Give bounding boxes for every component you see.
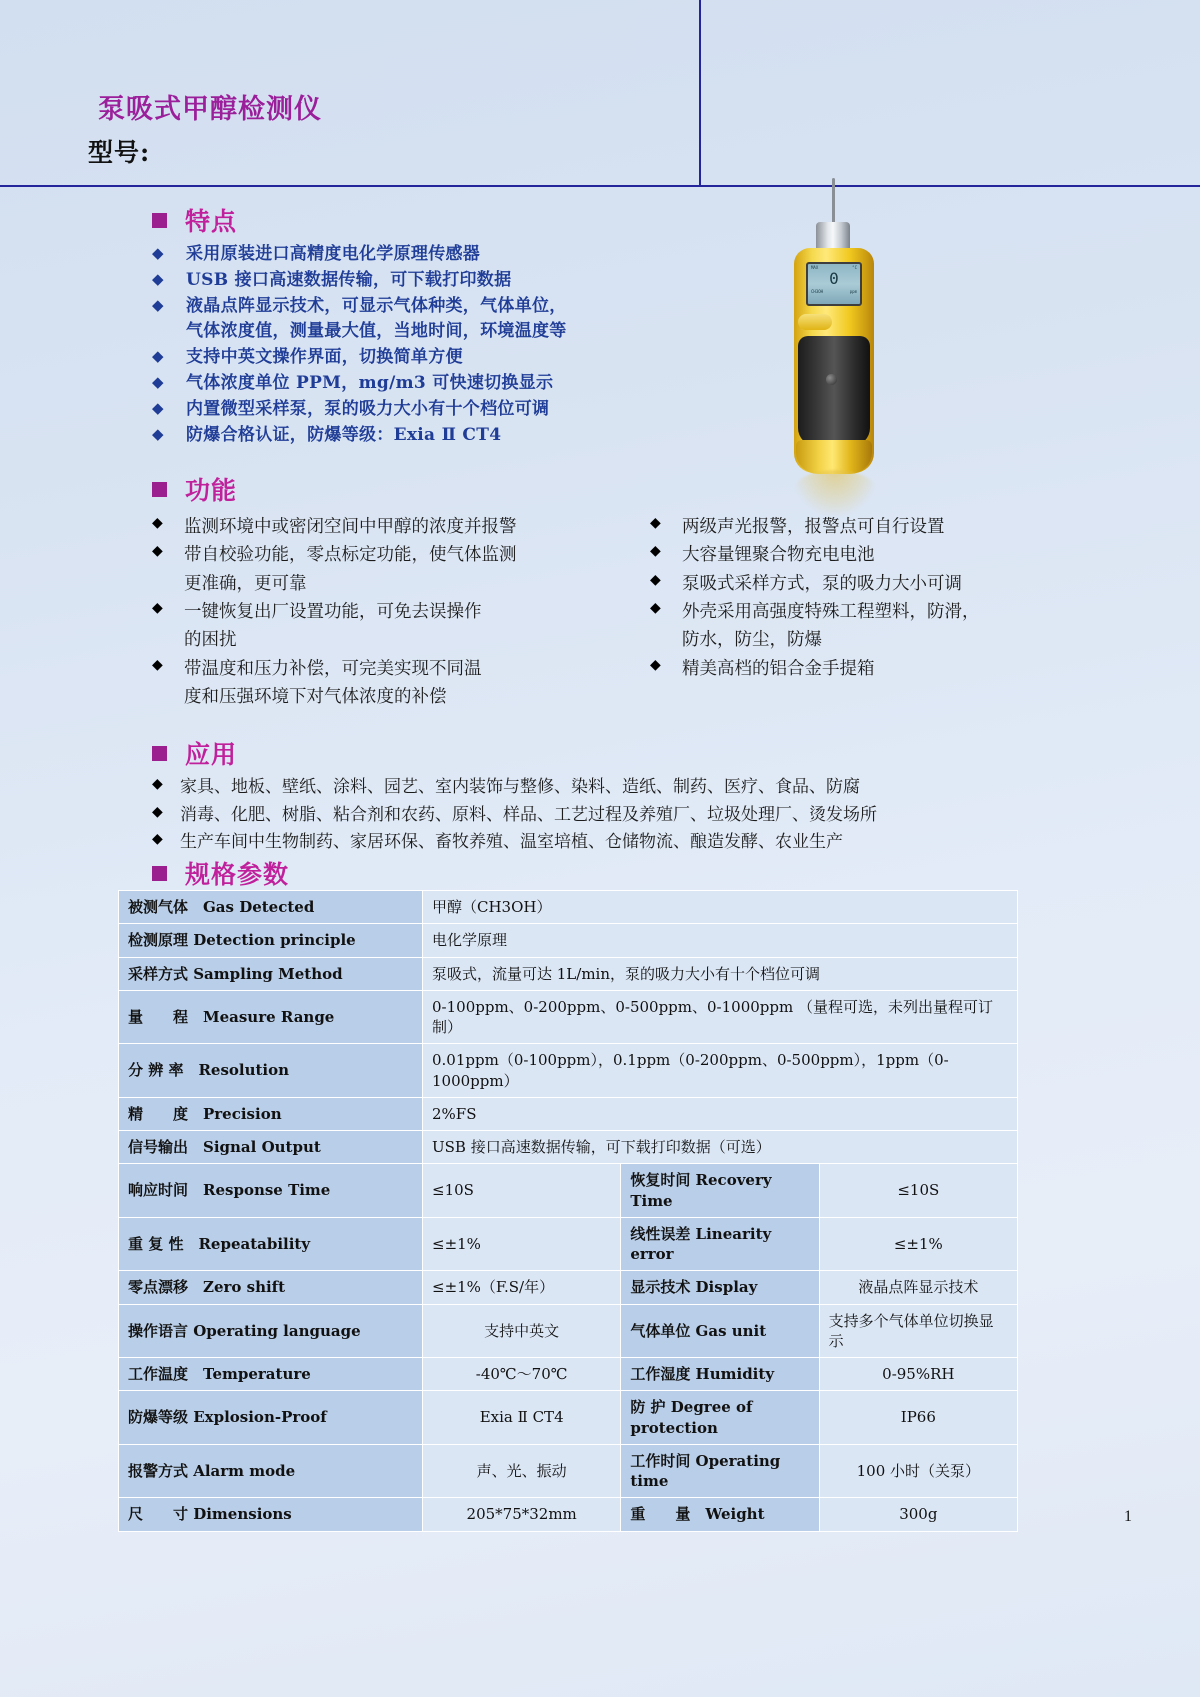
table-row	[119, 990, 1018, 1044]
row-value: 0.01ppm（0-100ppm），0.1ppm（0-200ppm、0-500ppm），1ppm（0-1000ppm）	[423, 1044, 1018, 1098]
function-text: 泵吸式采样方式，泵的吸力大小可调	[682, 573, 962, 594]
row-value-2: IP66	[819, 1391, 1017, 1445]
feature-item	[152, 294, 792, 320]
function-text: 两级声光报警，报警点可自行设置	[682, 517, 945, 537]
row-label: 工作温度 Temperature	[119, 1358, 423, 1391]
diamond-bullet-icon: ◆	[152, 515, 163, 531]
table-row	[119, 957, 1018, 990]
diamond-bullet-icon: ◆	[152, 831, 163, 848]
row-label-2: 线性误差 Linearity error	[621, 1217, 819, 1271]
functions-heading	[152, 471, 1052, 507]
row-value-2: 支持多个气体单位切换显示	[819, 1304, 1017, 1358]
feature-text: 采用原装进口高精度电化学原理传感器	[186, 244, 481, 264]
title-block	[88, 94, 658, 169]
screen-value: 0	[829, 269, 839, 288]
square-bullet-icon	[152, 866, 167, 881]
row-label: 量 程 Measure Range	[119, 990, 423, 1044]
table-row	[119, 1498, 1018, 1531]
row-label: 响应时间 Response Time	[119, 1164, 423, 1218]
function-text: 带温度和压力补偿，可完美实现不同温	[184, 658, 482, 679]
function-item	[152, 598, 650, 626]
header-horizontal-rule	[0, 185, 1200, 187]
feature-text: 气体浓度单位 PPM，mg/m3 可快速切换显示	[186, 373, 554, 394]
row-value-2: 0-95%RH	[819, 1358, 1017, 1391]
function-item	[650, 655, 1052, 683]
row-label: 报警方式 Alarm mode	[119, 1444, 423, 1498]
diamond-bullet-icon: ◆	[650, 543, 661, 560]
page-title: 泵吸式甲醇检测仪	[98, 94, 322, 125]
row-value: Exia Ⅱ CT4	[423, 1391, 621, 1445]
application-text: 家具、地板、壁纸、涂料、园艺、室内装饰与整修、染料、造纸、制药、医疗、食品、防腐	[180, 777, 860, 797]
functions-section	[152, 471, 1052, 711]
feature-item	[152, 242, 792, 268]
function-item	[650, 513, 1052, 541]
function-text: 监测环境中或密闭空间中甲醇的浓度并报警	[184, 517, 517, 537]
screen-bottom-right: ppm	[849, 289, 857, 294]
device-button	[826, 374, 837, 385]
function-item	[650, 570, 1052, 598]
row-label-2: 重 量 Weight	[621, 1498, 819, 1531]
functions-left-column	[152, 513, 650, 711]
diamond-bullet-icon: ◆	[152, 776, 163, 792]
row-value-2: ≤±1%	[819, 1217, 1017, 1271]
row-label: 信号输出 Signal Output	[119, 1131, 423, 1164]
diamond-bullet-icon: ◆	[650, 515, 661, 531]
table-row	[119, 1044, 1018, 1098]
feature-text: 内置微型采样泵，泵的吸力大小有十个档位可调	[186, 398, 550, 419]
diamond-bullet-icon: ◆	[152, 803, 163, 820]
table-row	[119, 1131, 1018, 1164]
row-label: 重 复 性 Repeatability	[119, 1217, 423, 1271]
device-grip	[798, 314, 832, 330]
features-heading	[152, 202, 792, 238]
feature-text: 支持中英文操作界面，切换简单方便	[186, 347, 463, 368]
table-row	[119, 1358, 1018, 1391]
function-text: 带自校验功能，零点标定功能，使气体监测	[184, 545, 517, 566]
feature-text-continued: 气体浓度值，测量最大值，当地时间，环境温度等	[186, 321, 567, 342]
row-label: 被测气体 Gas Detected	[119, 891, 423, 924]
function-item	[152, 513, 650, 541]
row-label: 采样方式 Sampling Method	[119, 957, 423, 990]
function-text: 外壳采用高强度特殊工程塑料，防滑，	[682, 602, 980, 623]
feature-text: 防爆合格认证，防爆等级：Exia Ⅱ CT4	[186, 424, 502, 445]
row-value-2: 300g	[819, 1498, 1017, 1531]
row-label-2: 恢复时间 Recovery Time	[621, 1164, 819, 1218]
row-value-2: 100 小时（关泵）	[819, 1444, 1017, 1498]
feature-item	[152, 397, 792, 423]
diamond-bullet-icon: ◆	[152, 347, 164, 366]
table-row	[119, 1271, 1018, 1304]
specifications-table	[118, 890, 1018, 1532]
row-value: -40℃～70℃	[423, 1358, 621, 1391]
table-row	[119, 924, 1018, 957]
table-row	[119, 1097, 1018, 1130]
function-text: 精美高档的铝合金手提箱	[682, 658, 875, 679]
functions-heading-text: 功能	[185, 476, 238, 505]
header-vertical-rule	[699, 0, 701, 187]
row-value: 甲醇（CH3OH）	[423, 891, 1018, 924]
features-heading-text: 特点	[185, 207, 238, 236]
row-value: 支持中英文	[423, 1304, 621, 1358]
feature-item	[152, 268, 792, 294]
diamond-bullet-icon: ◆	[650, 571, 661, 588]
application-text: 消毒、化肥、树脂、粘合剂和农药、原料、样品、工艺过程及养殖厂、垃圾处理厂、烫发场所	[180, 804, 877, 825]
diamond-bullet-icon: ◆	[650, 656, 661, 673]
row-label-2: 气体单位 Gas unit	[621, 1304, 819, 1358]
row-value: ≤10S	[423, 1164, 621, 1218]
row-label-2: 显示技术 Display	[621, 1271, 819, 1304]
diamond-bullet-icon: ◆	[152, 373, 164, 392]
table-row	[119, 1444, 1018, 1498]
device-screen	[806, 262, 862, 306]
diamond-bullet-icon: ◆	[650, 600, 661, 617]
page-number: 1	[1124, 1508, 1132, 1525]
diamond-bullet-icon: ◆	[152, 656, 163, 673]
row-label: 检测原理 Detection principle	[119, 924, 423, 957]
function-text-continued: 更准确，更可靠	[184, 573, 307, 594]
device-base	[796, 440, 872, 474]
functions-right-column	[650, 513, 1052, 711]
application-item	[152, 802, 1052, 830]
feature-item	[152, 423, 792, 449]
diamond-bullet-icon: ◆	[152, 398, 164, 417]
diamond-bullet-icon: ◆	[152, 600, 163, 617]
function-item	[650, 598, 1052, 626]
square-bullet-icon	[152, 746, 167, 761]
features-section	[152, 202, 792, 449]
row-label: 操作语言 Operating language	[119, 1304, 423, 1358]
function-text: 一键恢复出厂设置功能，可免去误操作	[184, 602, 482, 623]
specifications-heading-text: 规格参数	[185, 860, 290, 889]
specifications-heading	[152, 855, 289, 891]
row-label: 尺 寸 Dimensions	[119, 1498, 423, 1531]
square-bullet-icon	[152, 482, 167, 497]
function-item	[152, 655, 650, 683]
row-value: USB 接口高速数据传输，可下载打印数据（可选）	[423, 1131, 1018, 1164]
model-label: 型号:	[88, 138, 151, 168]
applications-heading-text: 应用	[185, 740, 238, 769]
row-label: 防爆等级 Explosion-Proof	[119, 1391, 423, 1445]
feature-text: 液晶点阵显示技术，可显示气体种类，气体单位，	[186, 295, 567, 316]
row-label-2: 工作时间 Operating time	[621, 1444, 819, 1498]
application-item	[152, 829, 1052, 857]
row-value: 2%FS	[423, 1097, 1018, 1130]
row-value: 电化学原理	[423, 924, 1018, 957]
table-row	[119, 1164, 1018, 1218]
row-value: ≤±1%（F.S/年）	[423, 1271, 621, 1304]
function-text-continued: 的困扰	[184, 630, 237, 651]
row-label: 精 度 Precision	[119, 1097, 423, 1130]
table-row	[119, 1391, 1018, 1445]
function-text: 大容量锂聚合物充电电池	[682, 545, 875, 566]
table-row	[119, 1304, 1018, 1358]
diamond-bullet-icon: ◆	[152, 295, 164, 314]
applications-section	[152, 735, 1052, 857]
device-lower-housing	[798, 336, 870, 446]
row-value: 声、光、振动	[423, 1444, 621, 1498]
feature-item	[152, 345, 792, 371]
row-label: 零点漂移 Zero shift	[119, 1271, 423, 1304]
function-item	[152, 541, 650, 569]
square-bullet-icon	[152, 213, 167, 228]
device-cable	[832, 178, 835, 226]
screen-top-left: MAX	[811, 265, 819, 270]
diamond-bullet-icon: ◆	[152, 424, 164, 443]
row-label: 分 辨 率 Resolution	[119, 1044, 423, 1098]
function-text-continued: 度和压强环境下对气体浓度的补偿	[184, 687, 447, 708]
application-item	[152, 774, 1052, 802]
row-value: 205*75*32mm	[423, 1498, 621, 1531]
row-value-2: ≤10S	[819, 1164, 1017, 1218]
row-label-2: 防 护 Degree of protection	[621, 1391, 819, 1445]
function-text-continued: 防水，防尘，防爆	[682, 630, 822, 651]
feature-item	[152, 371, 792, 397]
table-row	[119, 1217, 1018, 1271]
diamond-bullet-icon: ◆	[152, 269, 164, 288]
applications-heading	[152, 735, 1052, 771]
row-value-2: 液晶点阵显示技术	[819, 1271, 1017, 1304]
screen-top-right: °C	[852, 265, 857, 270]
row-value: 0-100ppm、0-200ppm、0-500ppm、0-1000ppm （量程可选，未列出量程可订制）	[423, 990, 1018, 1044]
feature-text: USB 接口高速数据传输，可下载打印数据	[186, 269, 512, 290]
table-row	[119, 891, 1018, 924]
row-value: 泵吸式，流量可达 1L/min，泵的吸力大小有十个档位可调	[423, 957, 1018, 990]
diamond-bullet-icon: ◆	[152, 543, 163, 560]
row-value: ≤±1%	[423, 1217, 621, 1271]
function-item	[650, 541, 1052, 569]
diamond-bullet-icon: ◆	[152, 244, 164, 262]
screen-bottom-left: CH3OH	[811, 289, 824, 294]
application-text: 生产车间中生物制药、家居环保、畜牧养殖、温室培植、仓储物流、酿造发酵、农业生产	[180, 832, 843, 853]
row-label-2: 工作湿度 Humidity	[621, 1358, 819, 1391]
